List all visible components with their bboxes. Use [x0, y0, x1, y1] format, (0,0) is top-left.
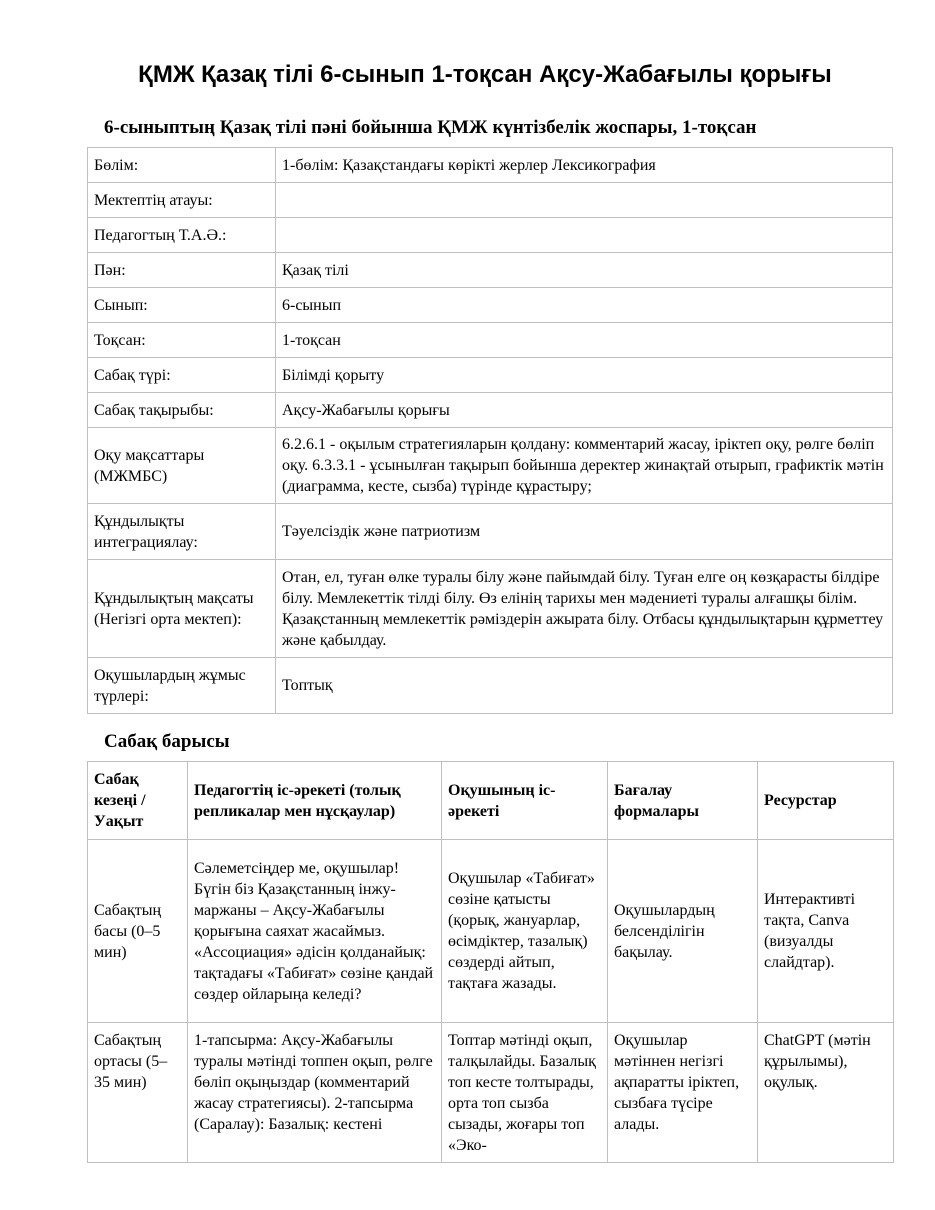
info-label: Педагогтың Т.А.Ә.: — [88, 218, 276, 253]
table-cell: Сабақтың басы (0–5 мин) — [88, 840, 188, 1023]
table-cell: Сәлеметсіңдер ме, оқушылар! Бүгін біз Қазақстанның інжу-маржаны – Ақсу-Жабағылы қорығына саяхат жасаймыз. «Ассоциация» әдісін қолданайық: тақтадағы «Табиғат» сөзіне қандай сөздер ойларыңа келеді? — [188, 840, 442, 1023]
info-label: Оқу мақсаттары (МЖМБС) — [88, 428, 276, 504]
table-cell: Топтар мәтінді оқып, талқылайды. Базалық топ кесте толтырады, орта топ сызба сызады, жоғары топ «Эко- — [442, 1023, 608, 1163]
info-label: Мектептің атауы: — [88, 183, 276, 218]
table-header-row — [88, 762, 894, 840]
table-cell: ChatGPT (мәтін құрылымы), оқулық. — [758, 1023, 894, 1163]
table-row — [88, 358, 893, 393]
info-label: Пән: — [88, 253, 276, 288]
table-row — [88, 183, 893, 218]
info-label: Оқушылардың жұмыс түрлері: — [88, 658, 276, 714]
column-header: Бағалау формалары — [608, 762, 758, 840]
table-cell: Сабақтың ортасы (5–35 мин) — [88, 1023, 188, 1163]
column-header: Педагогтің іс-әрекеті (толық репликалар мен нұсқаулар) — [188, 762, 442, 840]
info-label: Құндылықтың мақсаты (Негізгі орта мектеп): — [88, 560, 276, 658]
column-header: Сабақ кезеңі / Уақыт — [88, 762, 188, 840]
info-label: Құндылықты интеграциялау: — [88, 504, 276, 560]
table-row — [88, 428, 893, 504]
info-value: Білімді қорыту — [276, 358, 893, 393]
info-value: Тәуелсіздік және патриотизм — [276, 504, 893, 560]
table-cell: Оқушылар мәтіннен негізгі ақпаратты іріктеп, сызбаға түсіре алады. — [608, 1023, 758, 1163]
info-value: 6.2.6.1 - оқылым стратегияларын қолдану: комментарий жасау, іріктеп оқу, рөлге бөліп оқу. 6.3.3.1 - ұсынылған тақырып бойынша деректер жинақтай отырып, графиктік мәтін (диаграмма, кесте, сызба) түрінде құрастыру; — [276, 428, 893, 504]
lesson-heading: Сабақ барысы — [104, 731, 230, 752]
table-cell: Оқушылардың белсенділігін бақылау. — [608, 840, 758, 1023]
info-value — [276, 218, 893, 253]
table-row — [88, 504, 893, 560]
info-value: 6-сынып — [276, 288, 893, 323]
info-value: 1-тоқсан — [276, 323, 893, 358]
info-value: Отан, ел, туған өлке туралы білу және пайымдай білу. Туған елге оң көзқарасты білдіре білу. Мемлекеттік тілді білу. Өз елінің тарихы мен мәдениеті туралы алғашқы білім. Қазақстанның мемлекеттік рәміздерін ажырата білу. Отбасы құндылықтарын құрметтеу және қабылдау. — [276, 560, 893, 658]
table-row — [88, 288, 893, 323]
table-cell: Интерактивті тақта, Canva (визуалды слайдтар). — [758, 840, 894, 1023]
table-row — [88, 658, 893, 714]
info-label: Тоқсан: — [88, 323, 276, 358]
lesson-table — [87, 761, 894, 1163]
info-value: 1-бөлім: Қазақстандағы көрікті жерлер Лексикография — [276, 148, 893, 183]
info-table — [87, 147, 893, 714]
table-row — [88, 148, 893, 183]
info-label: Сабақ тақырыбы: — [88, 393, 276, 428]
table-row — [88, 218, 893, 253]
table-row — [88, 1023, 894, 1163]
column-header: Ресурстар — [758, 762, 894, 840]
info-value — [276, 183, 893, 218]
column-header: Оқушының іс-әрекеті — [442, 762, 608, 840]
info-value: Топтық — [276, 658, 893, 714]
info-value: Ақсу-Жабағылы қорығы — [276, 393, 893, 428]
info-value: Қазақ тілі — [276, 253, 893, 288]
table-row — [88, 393, 893, 428]
plan-subtitle: 6-сыныптың Қазақ тілі пәні бойынша ҚМЖ күнтізбелік жоспары, 1-тоқсан — [104, 117, 757, 138]
page-title: ҚМЖ Қазақ тілі 6-сынып 1-тоқсан Ақсу-Жабағылы қорығы — [138, 61, 832, 88]
info-label: Сабақ түрі: — [88, 358, 276, 393]
table-row — [88, 253, 893, 288]
table-row — [88, 323, 893, 358]
table-row — [88, 560, 893, 658]
table-cell: Оқушылар «Табиғат» сөзіне қатысты (қорық, жануарлар, өсімдіктер, тазалық) сөздерді айтып, тақтаға жазады. — [442, 840, 608, 1023]
table-cell: 1-тапсырма: Ақсу-Жабағылы туралы мәтінді топпен оқып, рөлге бөліп оқыңыздар (комментарий жасау стратегиясы). 2-тапсырма (Саралау): Базалық: кестені — [188, 1023, 442, 1163]
info-label: Сынып: — [88, 288, 276, 323]
table-row — [88, 840, 894, 1023]
info-label: Бөлім: — [88, 148, 276, 183]
